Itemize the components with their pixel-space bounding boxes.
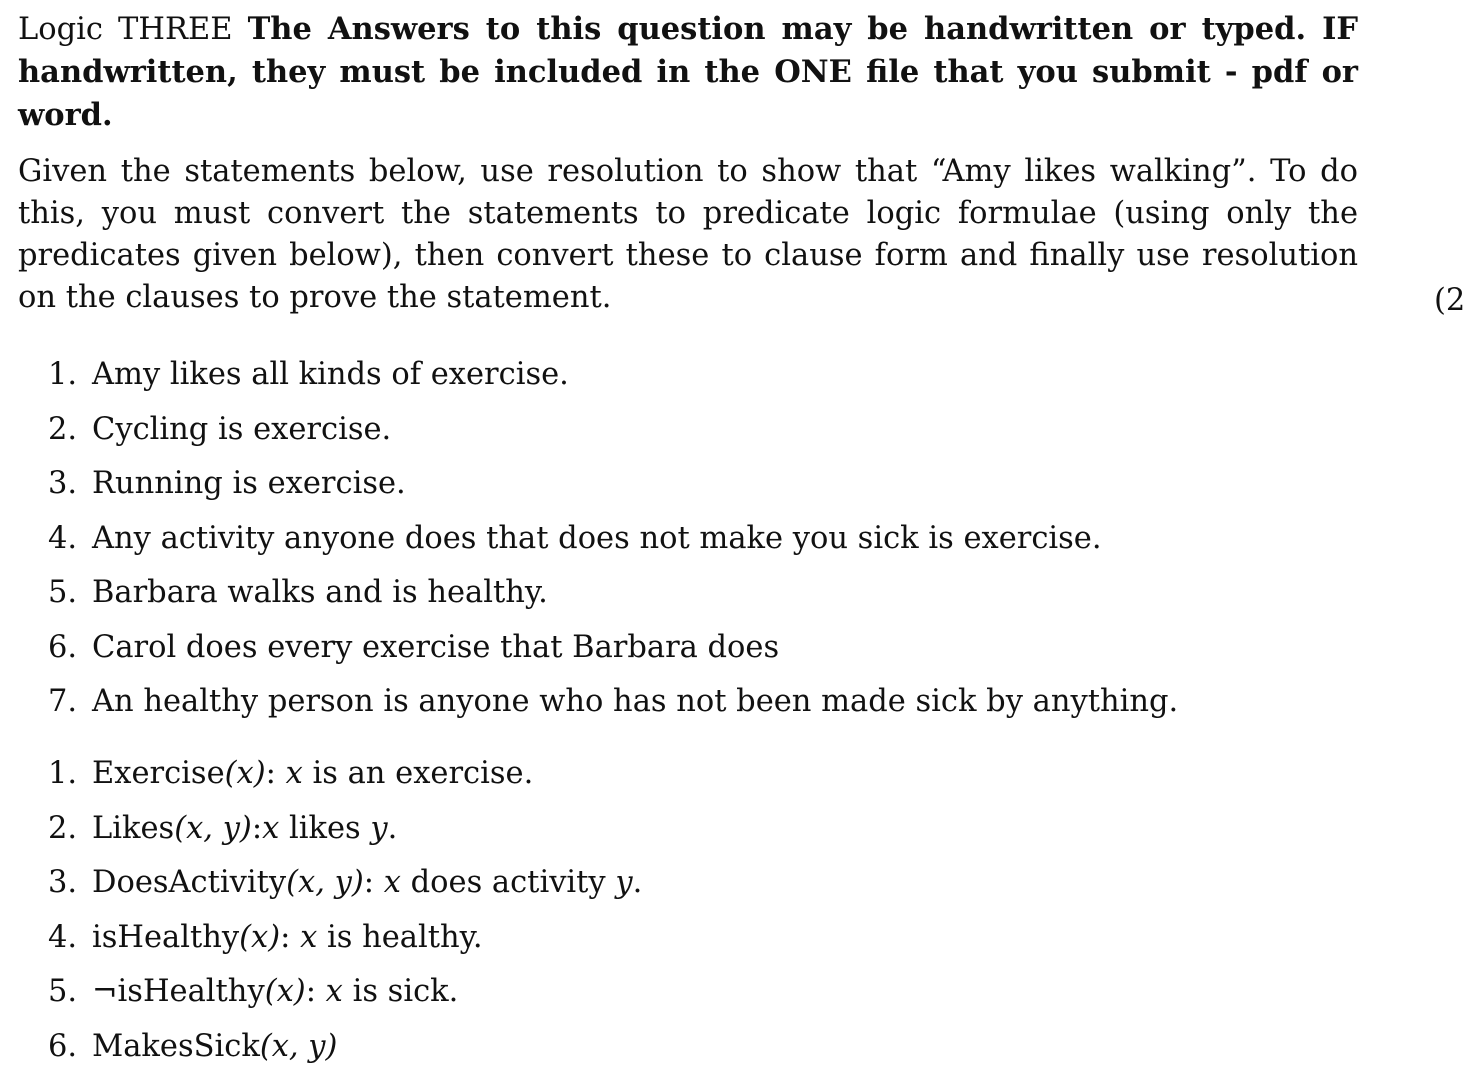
predicate-desc: is sick. [342, 974, 459, 1009]
statement-text: Cycling is exercise. [92, 411, 392, 447]
predicate-name: isHealthy [92, 919, 240, 955]
predicate-separator: : [305, 974, 326, 1009]
predicate-number: 1. [48, 756, 78, 791]
predicate-desc: is healthy. [317, 919, 483, 955]
predicate-desc: is an exercise. [302, 756, 534, 791]
marks-indicator: (2 [1434, 283, 1465, 318]
statement-item [18, 681, 1358, 723]
predicate-args: (x) [224, 756, 266, 791]
statement-number: 4. [48, 520, 78, 556]
statement-item [18, 463, 1358, 505]
predicate-args: (x, y) [286, 865, 364, 900]
predicate-name: Exercise [92, 756, 225, 791]
predicate-separator: : [280, 919, 301, 955]
predicate-number: 6. [48, 1028, 78, 1064]
question-label: Logic THREE [18, 12, 233, 47]
predicate-name: ¬isHealthy [92, 974, 265, 1009]
statements-list [18, 354, 1358, 723]
predicate-item [18, 971, 1358, 1013]
predicate-desc-var: x [285, 756, 303, 791]
predicate-desc: does activity [400, 865, 616, 900]
predicate-item [18, 753, 1358, 795]
predicate-name: DoesActivity [92, 865, 287, 900]
predicate-desc: likes [279, 810, 371, 846]
statement-item [18, 627, 1358, 669]
statement-text: Barbara walks and is healthy. [92, 575, 548, 610]
statement-text: Running is exercise. [92, 466, 406, 501]
predicate-item [18, 862, 1358, 904]
predicate-name: Likes [92, 810, 175, 846]
predicate-desc-end: . [632, 865, 643, 900]
statement-number: 3. [48, 466, 78, 501]
predicate-item [18, 917, 1358, 959]
statement-item [18, 518, 1358, 560]
question-intro: Given the statements below, use resolution to show that “Amy likes walking”. To do this, you must convert the statements to predicate logic formulae (using only the predicates given below), then convert these to clause form and finally use resolution on the clauses to prove the statement. [18, 154, 1358, 315]
predicate-desc-var2: y [370, 810, 388, 846]
statement-number: 6. [48, 629, 78, 665]
statement-number: 1. [48, 357, 78, 392]
predicate-number: 2. [48, 810, 78, 846]
predicate-number: 3. [48, 865, 78, 900]
predicate-separator: : [251, 810, 263, 846]
predicate-number: 5. [48, 974, 78, 1009]
statement-text: Any activity anyone does that does not make you sick is exercise. [92, 520, 1102, 556]
predicates-list [18, 753, 1358, 1068]
statement-text: An healthy person is anyone who has not been made sick by anything. [92, 684, 1179, 719]
statement-number: 2. [48, 411, 78, 447]
statement-item [18, 354, 1358, 396]
predicate-desc-var2: y [615, 865, 633, 900]
statement-item [18, 572, 1358, 614]
statement-number: 5. [48, 575, 78, 610]
question-heading [18, 8, 1358, 137]
predicate-separator: : [265, 756, 286, 791]
statement-text: Carol does every exercise that Barbara does [92, 629, 780, 665]
predicate-desc-var: x [300, 919, 318, 955]
predicate-number: 4. [48, 919, 78, 955]
predicate-desc-end: . [387, 810, 398, 846]
statement-number: 7. [48, 684, 78, 719]
predicate-item [18, 1026, 1358, 1068]
question-page [18, 8, 1358, 1080]
predicate-desc-var: x [325, 974, 343, 1009]
predicate-args: (x) [264, 974, 306, 1009]
predicate-separator: : [363, 865, 384, 900]
predicate-item [18, 808, 1358, 850]
predicate-desc-var: x [262, 810, 280, 846]
statement-item [18, 409, 1358, 451]
predicate-name: MakesSick [92, 1028, 260, 1064]
predicate-args: (x, y) [174, 810, 252, 846]
predicate-args: (x) [239, 919, 281, 955]
statement-text: Amy likes all kinds of exercise. [92, 357, 569, 392]
predicate-desc-var: x [383, 865, 401, 900]
predicate-args: (x, y) [259, 1028, 338, 1064]
submission-instructions: The Answers to this question may be handwritten or typed. IF handwritten, they must be included in the ONE file that you submit - pdf or word. [18, 11, 1358, 133]
